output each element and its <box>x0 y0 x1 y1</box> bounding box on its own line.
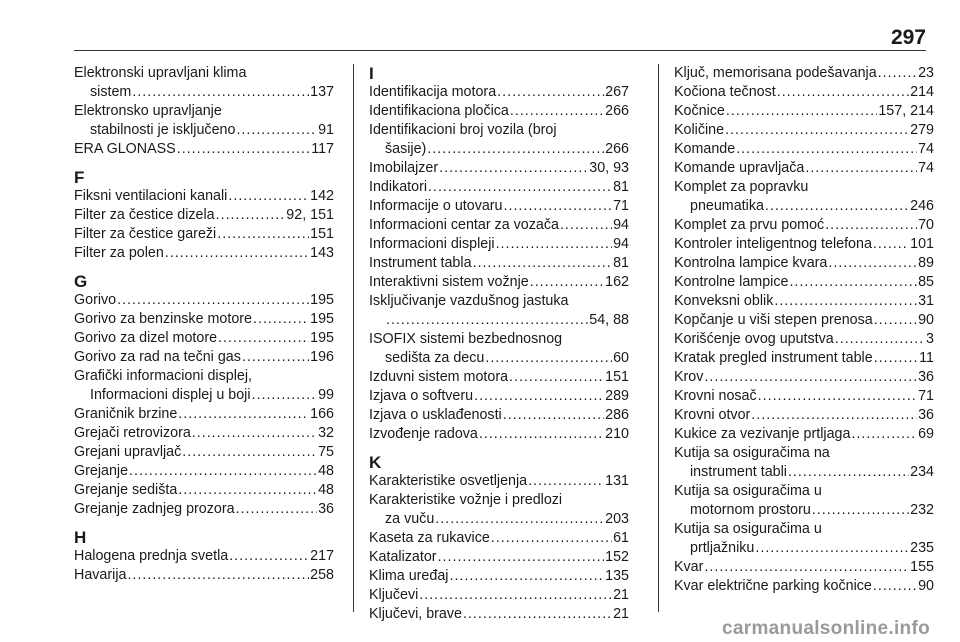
leader-dots <box>218 329 309 348</box>
page-reference: 266 <box>605 103 629 119</box>
page-reference: 234 <box>910 464 934 480</box>
index-letter-heading: I <box>369 64 374 83</box>
index-entry-term: Kutija sa osiguračima u <box>674 521 822 537</box>
index-entry <box>74 547 334 566</box>
index-entry-term: Informacioni centar za vozača <box>369 217 559 233</box>
index-entry-term: Ključ, memorisana podešavanja <box>674 65 877 81</box>
page-reference: 258 <box>310 567 334 583</box>
index-entry <box>674 273 934 292</box>
index-entry-term: Grejani upravljač <box>74 444 182 460</box>
index-entry-term: Izjava o softveru <box>369 388 474 404</box>
index-entry <box>674 216 934 235</box>
column-divider <box>658 64 659 612</box>
leader-dots <box>765 197 909 216</box>
index-entry-term: Kutija sa osiguračima na <box>674 445 830 461</box>
index-entry <box>674 254 934 273</box>
page-reference: 30, 93 <box>589 160 629 176</box>
index-entry <box>674 102 934 121</box>
page-reference: 131 <box>605 473 629 489</box>
leader-dots <box>758 387 917 406</box>
index-entry <box>369 330 629 368</box>
leader-dots <box>530 273 604 292</box>
index-entry <box>369 548 629 567</box>
index-entry <box>74 443 334 462</box>
index-entry <box>369 273 629 292</box>
index-entry-term: Filter za čestice dizela <box>74 207 215 223</box>
page-reference: 90 <box>918 578 934 594</box>
index-entry-term: Ključevi, brave <box>369 606 462 622</box>
index-entry-term: Grejanje zadnjeg prozora <box>74 501 235 517</box>
index-entry-term: Kutija sa osiguračima u <box>674 483 822 499</box>
leader-dots <box>825 216 917 235</box>
index-entry-term: Komande upravljača <box>674 160 805 176</box>
page-reference: 71 <box>918 388 934 404</box>
index-entry-term: Grejači retrovizora <box>74 425 191 441</box>
index-entry <box>369 586 629 605</box>
leader-dots <box>774 292 917 311</box>
page-reference: 152 <box>605 549 629 565</box>
leader-dots <box>216 206 286 225</box>
index-entry <box>369 529 629 548</box>
index-entry <box>674 64 934 83</box>
page-reference: 235 <box>910 540 934 556</box>
leader-dots <box>253 310 309 329</box>
index-entry-term: Komande <box>674 141 736 157</box>
index-entry-term: Karakteristike osvetljenja <box>369 473 528 489</box>
leader-dots <box>835 330 925 349</box>
page-reference: 23 <box>918 65 934 81</box>
page-reference: 54, 88 <box>589 312 629 328</box>
page-reference: 74 <box>918 141 934 157</box>
index-entry-term: Korišćenje ovog uputstva <box>674 331 834 347</box>
index-entry-term: ERA GLONASS <box>74 141 176 157</box>
index-entry <box>369 387 629 406</box>
index-entry <box>674 292 934 311</box>
index-entry <box>674 387 934 406</box>
leader-dots <box>473 254 613 273</box>
page-reference: 135 <box>605 568 629 584</box>
page-reference: 289 <box>605 388 629 404</box>
header-rule <box>74 50 926 51</box>
page-reference: 60 <box>613 350 629 366</box>
leader-dots <box>252 386 318 405</box>
page-reference: 91 <box>318 122 334 138</box>
index-entry-term: Katalizator <box>369 549 437 565</box>
leader-dots <box>509 368 604 387</box>
page-reference: 48 <box>318 482 334 498</box>
index-entry <box>369 83 629 102</box>
index-entry <box>674 140 934 159</box>
index-entry <box>74 64 334 102</box>
index-entry <box>74 187 334 206</box>
leader-dots <box>828 254 917 273</box>
index-entry <box>369 567 629 586</box>
index-entry-term: Gorivo za benzinske motore <box>74 311 252 327</box>
page-reference: 232 <box>910 502 934 518</box>
leader-dots <box>510 102 604 121</box>
leader-dots <box>192 424 317 443</box>
leader-dots <box>127 566 309 585</box>
page-reference: 94 <box>613 236 629 252</box>
page-reference: 21 <box>613 587 629 603</box>
index-entry-term: Komplet za popravku <box>674 179 809 195</box>
index-entry <box>369 216 629 235</box>
index-entry <box>369 425 629 444</box>
index-entry <box>674 178 934 216</box>
index-entry-term: Izduvni sistem motora <box>369 369 509 385</box>
index-entry <box>74 424 334 443</box>
page-reference: 69 <box>918 426 934 442</box>
index-entry <box>74 367 334 405</box>
leader-dots <box>438 548 605 567</box>
index-entry <box>369 159 629 178</box>
index-entry <box>674 520 934 558</box>
leader-dots <box>751 406 917 425</box>
page-reference: 99 <box>318 387 334 403</box>
index-column-1 <box>74 64 334 585</box>
page-reference: 246 <box>910 198 934 214</box>
index-entry-term-continued: prtljažniku <box>690 540 755 556</box>
page-reference: 166 <box>310 406 334 422</box>
leader-dots <box>435 510 604 529</box>
page-reference: 162 <box>605 274 629 290</box>
index-entry-term: Kvar električne parking kočnice <box>674 578 872 594</box>
index-column-3 <box>674 64 934 596</box>
watermark: carmanualsonline.info <box>722 618 930 639</box>
leader-dots <box>132 83 309 102</box>
leader-dots <box>874 349 918 368</box>
index-entry <box>369 491 629 529</box>
index-entry <box>369 102 629 121</box>
index-entry-term: Informacioni displeji <box>369 236 495 252</box>
index-entry <box>74 225 334 244</box>
page-reference: 142 <box>310 188 334 204</box>
page-reference: 137 <box>310 84 334 100</box>
index-entry-term: Krovni otvor <box>674 407 751 423</box>
index-entry-term: Elektronski upravljani klima <box>74 65 247 81</box>
leader-dots <box>873 577 917 596</box>
index-entry-term: Imobilajzer <box>369 160 439 176</box>
leader-dots <box>178 481 317 500</box>
leader-dots <box>777 83 909 102</box>
index-entry <box>674 121 934 140</box>
page-reference: 31 <box>918 293 934 309</box>
page-reference: 266 <box>605 141 629 157</box>
page-reference: 81 <box>613 255 629 271</box>
page-reference: 101 <box>910 236 934 252</box>
leader-dots <box>560 216 612 235</box>
page-reference: 143 <box>310 245 334 261</box>
leader-dots <box>496 235 613 254</box>
leader-dots <box>178 405 309 424</box>
leader-dots <box>217 225 309 244</box>
index-entry-term: Konveksni oblik <box>674 293 774 309</box>
index-entry-term: Instrument tabla <box>369 255 472 271</box>
page-reference: 157, 214 <box>878 103 934 119</box>
leader-dots <box>528 472 604 491</box>
leader-dots <box>491 529 612 548</box>
leader-dots <box>503 406 604 425</box>
leader-dots <box>474 387 604 406</box>
page-reference: 217 <box>310 548 334 564</box>
page-reference: 81 <box>613 179 629 195</box>
leader-dots <box>789 273 917 292</box>
leader-dots <box>236 121 317 140</box>
index-entry-term: Kontroler inteligentnog telefona <box>674 236 872 252</box>
page-reference: 70 <box>918 217 934 233</box>
page-reference: 36 <box>918 369 934 385</box>
index-entry-term: Grejanje <box>74 463 129 479</box>
index-entry <box>674 83 934 102</box>
index-letter-heading: F <box>74 168 85 187</box>
index-entry <box>674 311 934 330</box>
leader-dots <box>449 567 604 586</box>
page-reference: 74 <box>918 160 934 176</box>
page-reference: 214 <box>910 84 934 100</box>
page-reference: 195 <box>310 330 334 346</box>
index-entry <box>674 482 934 520</box>
index-entry <box>369 121 629 159</box>
index-entry-term: Kaseta za rukavice <box>369 530 490 546</box>
index-entry-term: Isključivanje vazdušnog jastuka <box>369 293 569 309</box>
index-entry-term-continued: pneumatika <box>690 198 764 214</box>
page-reference: 155 <box>910 559 934 575</box>
index-entry-term: Gorivo za rad na tečni gas <box>74 349 241 365</box>
index-entry-term: Krovni nosač <box>674 388 757 404</box>
page-reference: 89 <box>918 255 934 271</box>
leader-dots <box>704 558 909 577</box>
leader-dots <box>419 586 612 605</box>
leader-dots <box>177 140 310 159</box>
index-entry-term: Identifikacioni broj vozila (broj <box>369 122 557 138</box>
index-entry <box>674 444 934 482</box>
index-entry <box>74 405 334 424</box>
index-entry-term: Gorivo <box>74 292 117 308</box>
leader-dots <box>497 83 604 102</box>
index-entry <box>369 292 629 330</box>
index-entry-term: Identifikaciona pločica <box>369 103 509 119</box>
leader-dots <box>228 187 309 206</box>
index-entry-term: Komplet za prvu pomoć <box>674 217 825 233</box>
index-entry-term: Izjava o usklađenosti <box>369 407 502 423</box>
leader-dots <box>874 311 917 330</box>
index-entry-term: Fiksni ventilacioni kanali <box>74 188 228 204</box>
leader-dots <box>812 501 909 520</box>
leader-dots <box>878 64 917 83</box>
index-letter-heading: H <box>74 528 87 547</box>
leader-dots <box>479 425 604 444</box>
index-entry-term: Kočnice <box>674 103 725 119</box>
index-entry-term: Kratak pregled instrument table <box>674 350 873 366</box>
index-entry <box>74 462 334 481</box>
page-reference: 11 <box>919 350 934 366</box>
index-entry-term-continued: sistem <box>90 84 132 100</box>
index-entry-term: Grafički informacioni displej, <box>74 368 252 384</box>
index-entry <box>674 368 934 387</box>
index-entry <box>74 329 334 348</box>
index-entry-term: Karakteristike vožnje i predlozi <box>369 492 563 508</box>
index-entry <box>369 368 629 387</box>
leader-dots <box>439 159 588 178</box>
index-letter-heading: G <box>74 272 88 291</box>
page-reference: 94 <box>613 217 629 233</box>
leader-dots <box>236 500 318 519</box>
index-entry <box>74 102 334 140</box>
index-entry-term: Elektronsko upravljanje <box>74 103 222 119</box>
leader-dots <box>427 140 604 159</box>
index-entry <box>674 406 934 425</box>
leader-dots <box>428 178 612 197</box>
leader-dots <box>386 311 588 330</box>
page-number: 297 <box>890 26 926 49</box>
page-reference: 286 <box>605 407 629 423</box>
index-entry-term: ISOFIX sistemi bezbednosnog <box>369 331 563 347</box>
index-entry-term: Kontrolna lampice kvara <box>674 255 828 271</box>
index-entry <box>74 291 334 310</box>
index-entry <box>369 197 629 216</box>
index-entry <box>674 425 934 444</box>
leader-dots <box>726 102 877 121</box>
index-entry <box>74 310 334 329</box>
index-entry-term: Izvođenje radova <box>369 426 478 442</box>
page-reference: 203 <box>605 511 629 527</box>
index-entry <box>369 254 629 273</box>
index-entry <box>74 566 334 585</box>
page-reference: 196 <box>310 349 334 365</box>
page-reference: 32 <box>318 425 334 441</box>
index-entry-term-continued: motornom prostoru <box>690 502 811 518</box>
index-entry-term-continued: sedišta za decu <box>385 350 485 366</box>
index-entry-term: Indikatori <box>369 179 428 195</box>
leader-dots <box>704 368 917 387</box>
index-entry <box>369 472 629 491</box>
leader-dots <box>117 291 309 310</box>
leader-dots <box>242 348 309 367</box>
page-reference: 48 <box>318 463 334 479</box>
page-reference: 90 <box>918 312 934 328</box>
index-entry <box>74 140 334 159</box>
index-entry <box>369 178 629 197</box>
page-reference: 3 <box>926 331 934 347</box>
index-entry-term: Kvar <box>674 559 704 575</box>
index-entry <box>74 500 334 519</box>
page-reference: 75 <box>318 444 334 460</box>
index-entry-term: Krov <box>674 369 704 385</box>
leader-dots <box>485 349 612 368</box>
index-entry-term: Interaktivni sistem vožnje <box>369 274 529 290</box>
index-entry-term: Količine <box>674 122 725 138</box>
index-entry-term: Kontrolne lampice <box>674 274 789 290</box>
index-entry-term: Filter za čestice gareži <box>74 226 217 242</box>
page-reference: 85 <box>918 274 934 290</box>
page-reference: 117 <box>311 141 334 157</box>
index-entry-term: Informacije o utovaru <box>369 198 503 214</box>
leader-dots <box>165 244 309 263</box>
index-entry <box>369 235 629 254</box>
column-divider <box>353 64 354 612</box>
index-entry-term: Filter za polen <box>74 245 164 261</box>
page-reference: 210 <box>605 426 629 442</box>
page-reference: 195 <box>310 292 334 308</box>
leader-dots <box>725 121 909 140</box>
index-entry <box>674 349 934 368</box>
index-entry <box>674 577 934 596</box>
page-reference: 279 <box>910 122 934 138</box>
index-entry <box>674 558 934 577</box>
page-reference: 195 <box>310 311 334 327</box>
index-entry-term: Identifikacija motora <box>369 84 497 100</box>
index-entry <box>369 605 629 624</box>
index-entry <box>369 406 629 425</box>
index-entry-term: Kopčanje u viši stepen prenosa <box>674 312 873 328</box>
index-entry-term: Kočiona tečnost <box>674 84 776 100</box>
leader-dots <box>229 547 309 566</box>
index-entry-term-continued: Informacioni displej u boji <box>90 387 251 403</box>
page-reference: 36 <box>918 407 934 423</box>
leader-dots <box>504 197 613 216</box>
leader-dots <box>755 539 909 558</box>
leader-dots <box>463 605 612 624</box>
index-entry <box>74 481 334 500</box>
leader-dots <box>788 463 909 482</box>
index-entry-term: Havarija <box>74 567 127 583</box>
page-reference: 267 <box>605 84 629 100</box>
page-reference: 21 <box>613 606 629 622</box>
index-entry <box>674 159 934 178</box>
leader-dots <box>736 140 917 159</box>
page-reference: 92, 151 <box>286 207 334 223</box>
page-reference: 71 <box>613 198 629 214</box>
index-entry-term-continued: šasije) <box>385 141 427 157</box>
leader-dots <box>873 235 909 254</box>
page-reference: 61 <box>613 530 629 546</box>
page-reference: 151 <box>605 369 629 385</box>
leader-dots <box>851 425 917 444</box>
index-entry <box>674 235 934 254</box>
leader-dots <box>805 159 917 178</box>
index-entry <box>674 330 934 349</box>
page-reference: 151 <box>310 226 334 242</box>
index-entry-term-continued: za vuču <box>385 511 435 527</box>
leader-dots <box>182 443 317 462</box>
index-entry-term: Grejanje sedišta <box>74 482 178 498</box>
page-reference: 36 <box>318 501 334 517</box>
index-entry-term-continued: stabilnosti je isključeno <box>90 122 236 138</box>
leader-dots <box>129 462 317 481</box>
index-column-2 <box>369 64 629 624</box>
index-entry <box>74 244 334 263</box>
index-entry-term-continued: instrument tabli <box>690 464 787 480</box>
index-letter-heading: K <box>369 453 382 472</box>
index-entry-term: Kukice za vezivanje prtljaga <box>674 426 851 442</box>
index-entry <box>74 206 334 225</box>
index-entry-term: Gorivo za dizel motore <box>74 330 218 346</box>
index-entry <box>74 348 334 367</box>
index-entry-term: Graničnik brzine <box>74 406 178 422</box>
index-entry-term: Halogena prednja svetla <box>74 548 229 564</box>
index-entry-term: Klima uređaj <box>369 568 449 584</box>
index-entry-term: Ključevi <box>369 587 419 603</box>
